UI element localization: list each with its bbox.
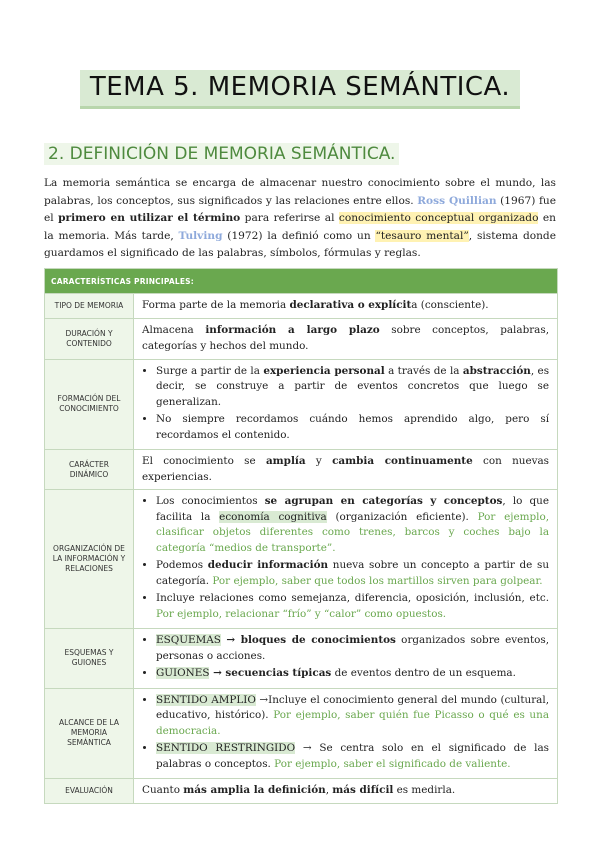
list-item [156,693,549,740]
text: El conocimiento se [142,455,266,467]
section-heading: 2. DEFINICIÓN DE MEMORIA SEMÁNTICA. [44,143,399,165]
row-content [134,779,558,804]
bullet-list [142,693,549,773]
author-tulving: Tulving [178,229,223,242]
list-item [156,558,549,589]
intro-bold-1: primero en utilizar el término [58,212,241,225]
bold-text: → bloques de conocimientos [220,634,396,646]
text: sobre conceptos, palabras, categorías y hechos del mundo. [142,324,550,352]
intro-text-1: La memoria semántica se encarga de almacenar nuestro conocimiento sobre el mundo, las palabras, los conceptos, sus significados y las relaciones entre ellos. [44,177,556,207]
bold-text: → secuencias típicas [209,667,332,679]
row-content [134,688,558,779]
list-item [156,364,549,411]
text: Cuanto [142,784,184,796]
bold-text: cambia continuamente [332,455,473,467]
bold-text: más difícil [332,784,394,796]
highlight-text: GUIONES [156,667,210,679]
text: (organización eficiente). [326,510,478,523]
example-text: Por ejemplo, relacionar “frío” y “calor” como opuestos. [156,607,447,620]
text: y [305,455,333,467]
bold-text: amplía [265,455,306,467]
list-item [156,633,549,664]
text: a (consciente). [411,299,489,311]
row-content [134,450,558,490]
bold-text: más amplia la definición [183,784,326,796]
table-row [45,490,558,629]
row-label: FORMACIÓN DEL CONOCIMIENTO [45,359,134,450]
table-row [45,779,558,804]
bold-text: deducir información [207,559,329,571]
text: No siempre recordamos cuándo hemos aprendido algo, pero sí recordamos el contenido. [156,413,550,441]
intro-text-2: (1967) fue el [44,194,556,225]
example-text: Por ejemplo, saber quién fue Picasso o qué es una democracia. [156,709,550,737]
intro-highlight-1: conocimiento conceptual organizado [338,212,539,225]
example-text: Por ejemplo, saber el significado de valiente. [274,757,511,770]
list-item [156,666,549,682]
table-row [45,688,558,779]
example-text: Por ejemplo, saber que todos los martillos sirven para golpear. [212,574,543,587]
row-content [134,318,558,359]
row-label: ALCANCE DE LA MEMORIA SEMÁNTICA [45,688,134,779]
bullet-list [142,633,549,682]
bold-text: declarativa o explícit [289,299,412,311]
bold-text: se agrupan en categorías y conceptos [264,495,503,507]
bold-text: información a largo plazo [205,324,380,336]
intro-text-6: , sistema donde guardamos el significado de las palabras, símbolos, fórmulas y reglas. [44,229,556,260]
text: con nuevas experiencias. [142,455,550,483]
table-row [45,294,558,319]
text: , es decir, se construye a partir de eventos concretos que luego se generalizan. [156,364,550,408]
text: →Incluye el conocimiento general del mundo (cultural, educativo, histórico). [156,693,550,721]
intro-text-5: (1972) la definió como un [222,229,376,242]
bullet-list [142,494,549,622]
bold-text: experiencia personal [263,364,385,377]
row-content [134,629,558,689]
characteristics-table [44,268,558,804]
text: Incluye relaciones como semejanza, diferencia, oposición, inclusión, etc. [156,592,550,604]
text: , [325,784,333,796]
bold-text: abstracción [462,364,531,377]
intro-highlight-2: “tesauro mental” [375,229,469,242]
row-label: CARÁCTER DINÁMICO [45,450,134,490]
intro-paragraph [44,175,556,263]
list-item [156,591,549,622]
table-row [45,450,558,490]
intro-text-4: en la memoria. Más tarde, [44,212,556,242]
highlight-text: economía cognitiva [219,510,327,523]
list-item [156,741,549,772]
list-item [156,494,549,556]
text: nueva sobre un concepto a partir de su categoría. [156,559,550,587]
table-header-row [45,269,558,294]
table-row [45,318,558,359]
highlight-text: SENTIDO RESTRINGIDO [156,742,296,754]
bullet-list [142,364,549,444]
text: de eventos dentro de un esquema. [331,667,516,679]
text: Los conocimientos [156,495,265,507]
text: , lo que facilita la [156,495,550,523]
text: Podemos [156,559,208,571]
row-label: DURACIÓN Y CONTENIDO [45,318,134,359]
row-label: EVALUACIÓN [45,779,134,804]
highlight-text: SENTIDO AMPLIO [156,693,256,706]
highlight-text: ESQUEMAS [156,634,221,646]
text: organizados sobre eventos, personas o acciones. [156,634,550,662]
list-item [156,412,549,443]
author-quillian: Ross Quillian [417,194,497,207]
text: es medirla. [393,784,456,796]
row-content [134,359,558,450]
row-content [134,490,558,629]
intro-text-3: para referirse al [240,212,339,225]
example-text: Por ejemplo, clasificar objetos diferentes como trenes, barcos y coches bajo la categoría “medios de transporte”. [156,510,550,554]
row-label: TIPO DE MEMORIA [45,294,134,319]
table-header: CARACTERÍSTICAS PRINCIPALES: [45,269,558,294]
page-title: TEMA 5. MEMORIA SEMÁNTICA. [80,70,520,109]
row-content [134,294,558,319]
row-label: ORGANIZACIÓN DE LA INFORMACIÓN Y RELACIONES [45,490,134,629]
text: → Se centra solo en el significado de las palabras o conceptos. [156,742,550,770]
table-row [45,359,558,450]
text: Forma parte de la memoria [142,299,290,311]
text: Surge a partir de la [156,364,264,377]
table-row [45,629,558,689]
title-area [0,70,600,109]
text: Almacena [142,324,206,336]
row-label: ESQUEMAS Y GUIONES [45,629,134,689]
text: a través de la [384,364,463,377]
